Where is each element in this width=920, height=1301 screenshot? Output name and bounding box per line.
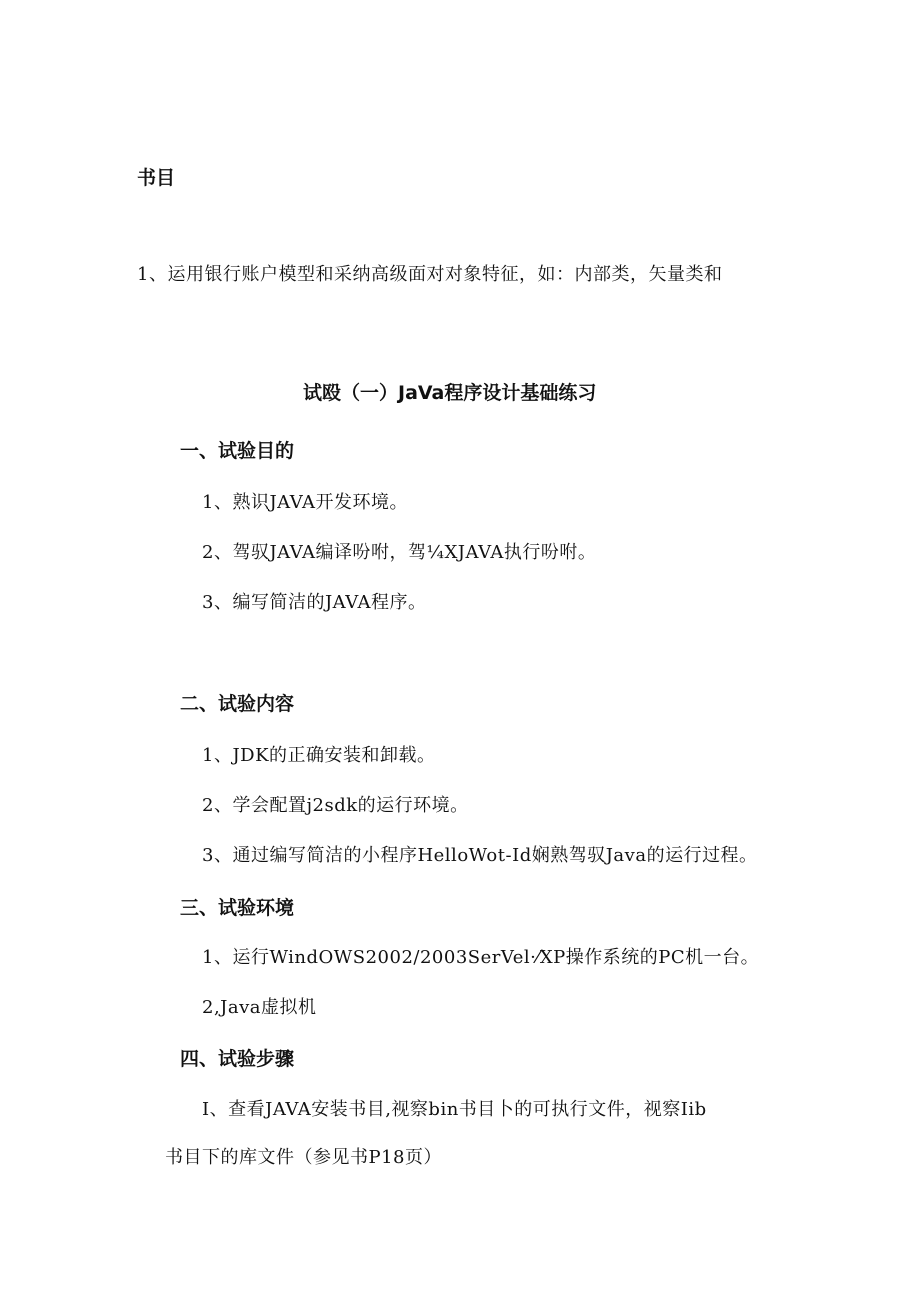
list-item: 3、通过编写简洁的小程序HelloWot-Id娴熟驾驭Java的运行过程。	[202, 845, 758, 866]
experiment-title: 试殴（一）JaVa程序设计基础练习	[303, 382, 597, 404]
section-heading-environment: 三、试验环境	[180, 897, 295, 919]
toc-heading: 书目	[137, 167, 176, 189]
intro-line: 1、运用银行账户模型和采纳高级面对对象特征，如：内部类，矢量类和	[137, 264, 723, 285]
list-item: 2,Java虚拟机	[202, 997, 317, 1018]
section-heading-content: 二、试验内容	[180, 693, 295, 715]
list-item: 1、熟识JAVA开发环境。	[202, 492, 409, 513]
list-item: 3、编写简洁的JAVA程序。	[202, 592, 427, 613]
list-item: 1、运行WindOWS2002/2003SerVel·⁄XP操作系统的PC机一台。	[202, 947, 760, 968]
list-item: 2、学会配置j2sdk的运行环境。	[202, 795, 469, 816]
list-item: 1、JDK的正确安装和卸载。	[202, 745, 436, 766]
list-item-continuation: 书目下的库文件（参见书P18页）	[165, 1147, 443, 1168]
section-heading-purpose: 一、试验目的	[180, 440, 295, 462]
section-heading-steps: 四、试验步骤	[180, 1048, 295, 1070]
list-item: I、查看JAVA安装书目,视察bin书目卜的可执行文件，视察Iib	[202, 1099, 707, 1120]
list-item: 2、驾驭JAVA编译吩咐，驾¼XJAVA执行吩咐。	[202, 542, 597, 563]
